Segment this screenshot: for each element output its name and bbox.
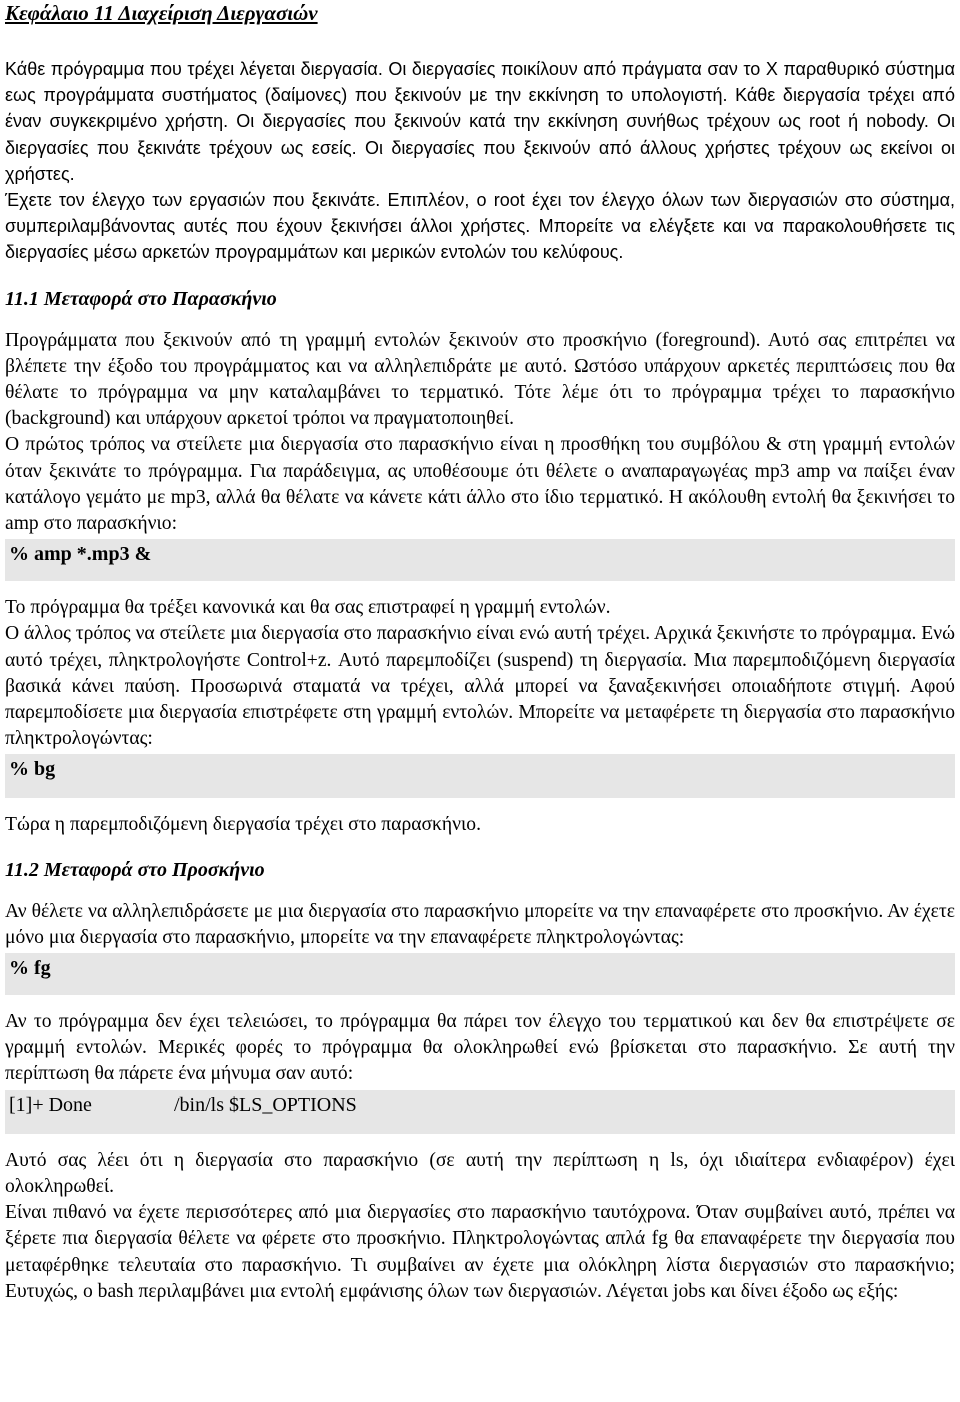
section2-paragraph-2: Αν το πρόγραμμα δεν έχει τελειώσει, το πρόγραμμα θα πάρει τον έλεγχο του τερματικού και δεν θα επιστρέψετε σε γραμμή εντολών. Μερικές φορές το πρόγραμμα θα ολοκληρωθεί ενώ βρίσκεται στο παρασκήνιο. Σε αυτή την περίπτωση θα πάρετε ένα μήνυμα σαν αυτό: xyxy=(5,1011,955,1085)
section1-paragraph-3: Το πρόγραμμα θα τρέξει κανονικά και θα σας επιστραφεί η γραμμή εντολών. xyxy=(5,597,611,619)
job-status-text: [1]+ Done xyxy=(9,1093,92,1116)
section-title-background: 11.1 Μεταφορά στο Παρασκήνιο xyxy=(5,287,277,310)
section1-paragraph-1: Προγράμματα που ξεκινούν από τη γραμμή εντολών ξεκινούν στο προσκήνιο (foreground). Αυτό σας επιτρέπει να βλέπετε την έξοδο του προγράμματος και να αλληλεπιδράτε με αυτό. Ωστόσο υπάρχουν αρκετές περιπτώσεις που θα θέλατε το πρόγραμμα να μην καταλαμβάνει το τερματικό. Τότε λέμε ότι το πρόγραμμα τρέχει το παρασκήνιο (background) και υπάρχουν αρκετοί τρόποι να πραγματοποιηθεί. xyxy=(5,329,955,430)
section1-paragraph-5: Τώρα η παρεμποδιζόμενη διεργασία τρέχει στο παρασκήνιο. xyxy=(5,814,481,836)
code-block-fg: % fg xyxy=(5,953,955,995)
section1-paragraph-4: Ο άλλος τρόπος να στείλετε μια διεργασία στο παρασκήνιο είναι ενώ αυτή τρέχει. Αρχικά ξεκινήστε το πρόγραμμα. Ενώ αυτό τρέχει, πληκτρολογήστε Control+z. Αυτό παρεμποδίζει (suspend) τη διεργασία. Μια παρεμποδιζόμενη διεργασία βασικά κάνει παύση. Προσωρινά σταματά να τρέχει, αλλά μπορεί να ξαναξεκινήσει οποιαδήποτε στιγμή. Αφού παρεμποδίσετε μια διεργασία επιστρέφετε στη γραμμή εντολών. Μπορείτε να μεταφέρετε τη διεργασία στο παρασκήνιο πληκτρολογώντας: xyxy=(5,623,955,750)
section2-paragraph-1: Αν θέλετε να αλληλεπιδράσετε με μια διεργασία στο παρασκήνιο μπορείτε να την επαναφέρετε στο προσκήνιο. Αν έχετε μόνο μια διεργασία στο παρασκήνιο, μπορείτε να την επαναφέρετε πληκτρολογώντας: xyxy=(5,900,955,948)
intro-paragraph-2: Έχετε τον έλεγχο των εργασιών που ξεκινάτε. Επιπλέον, ο root έχει τον έλεγχο όλων των διεργασιών στο σύστημα, συμπεριλαμβάνοντας αυτές που έχουν ξεκινήσει άλλοι χρήστες. Μπορείτε να ελέγξετε και να παρακολουθήσετε τις διεργασίες μέσω αρκετών προγραμμάτων και μερικών εντολών του κελύφους. xyxy=(5,190,955,263)
section2-paragraph-4: Είναι πιθανό να έχετε περισσότερες από μια διεργασίες στο παρασκήνιο ταυτόχρονα. Όταν συμβαίνει αυτό, πρέπει να ξέρετε πια διεργασία θέλετε να φέρετε στο προσκήνιο. Πληκτρολογώντας απλά fg θα επαναφέρετε την διεργασία που μεταφέρθηκε τελευταία στο παρασκήνιο. Τι συμβαίνει αν έχετε μια ολόκληρη λίστα διεργασιών στο παρασκήνιο; Ευτυχώς, ο bash περιλαμβάνει μια εντολή εμφάνισης όλων των διεργασιών. Λέγεται jobs και δίνει έξοδο ως εξής: xyxy=(5,1202,955,1302)
section1-paragraph-2: Ο πρώτος τρόπος να στείλετε μια διεργασία στο παρασκήνιο είναι η προσθήκη του συμβόλου & στη γραμμή εντολών όταν ξεκινάτε το πρόγραμμα. Για παράδειγμα, ας υποθέσουμε ότι θέλετε ο αναπαραγωγέας mp3 amp να παίξει έναν κατάλογο γεμάτο με mp3, αλλά θα θέλατε να κάνετε κάτι άλλο στο ίδιο τερματικό. Η ακόλουθη εντολή θα ξεκινήσει το amp στο παρασκήνιο: xyxy=(5,434,955,535)
section-title-foreground: 11.2 Μεταφορά στο Προσκήνιο xyxy=(5,858,265,881)
code-block-bg: % bg xyxy=(5,754,955,798)
chapter-title: Κεφάλαιο 11 Διαχείριση Διεργασιών xyxy=(5,1,318,25)
code-block-done-message xyxy=(5,1090,955,1134)
job-command-text: /bin/ls $LS_OPTIONS xyxy=(174,1093,357,1116)
section2-paragraph-3: Αυτό σας λέει ότι η διεργασία στο παρασκήνιο (σε αυτή την περίπτωση η ls, όχι ιδιαίτερα ενδιαφέρον) έχει ολοκληρωθεί. xyxy=(5,1149,955,1197)
intro-paragraph-1: Κάθε πρόγραμμα που τρέχει λέγεται διεργασία. Οι διεργασίες ποικίλουν από πράγματα σαν το X παραθυρικό σύστημα εως προγράμματα συστήματος (δαίμονες) που ξεκινούν με την εκκίνηση το υπολογιστή. Κάθε διεργασία τρέχει από έναν συγκεκριμένο χρήστη. Οι διεργασίες που ξεκινούν κατά την εκκίνηση συνήθως τρέχουν ως root ή nobody. Οι διεργασίες που ξεκινάτε τρέχουν ως εσείς. Οι διεργασίες που ξεκινούν από άλλους χρήστες τρέχουν ως εκείνοι οι χρήστες. xyxy=(5,59,955,184)
code-block-amp: % amp *.mp3 & xyxy=(5,539,955,581)
